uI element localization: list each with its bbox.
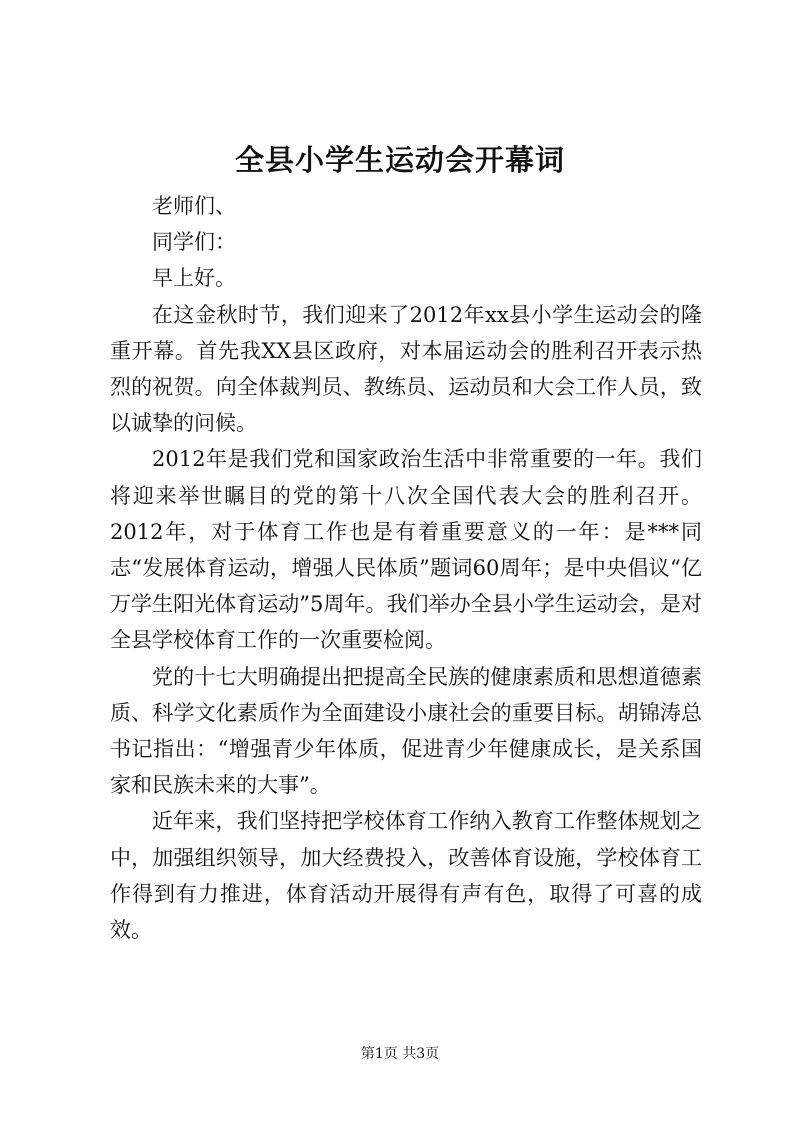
paragraph: 近年来，我们坚持把学校体育工作纳入教育工作整体规划之中，加强组织领导，加大经费投入，改善体育设施，学校体育工作得到有力推进，体育活动开展得有声有色，取得了可喜的成效。 [110, 809, 702, 943]
paragraph: 在这金秋时节，我们迎来了2012年xx县小学生运动会的隆重开幕。首先我XX县区政府，对本届运动会的胜利召开表示热烈的祝贺。向全体裁判员、教练员、运动员和大会工作人员，致以诚挚的问候。 [110, 302, 702, 436]
page-number-footer: 第1页 共3页 [360, 1046, 440, 1062]
salutation-students: 同学们： [152, 230, 236, 255]
paragraph: 党的十七大明确提出把提高全民族的健康素质和思想道德素质、科学文化素质作为全面建设小康社会的重要目标。胡锦涛总书记指出：“增强青少年体质，促进青少年健康成长，是关系国家和民族未来的大事”。 [110, 664, 702, 798]
salutation-teachers: 老师们、 [152, 194, 236, 218]
document-title: 全县小学生运动会开幕词 [234, 143, 565, 177]
document-body [110, 188, 702, 948]
greeting: 早上好。 [152, 266, 236, 291]
paragraph: 2012年是我们党和国家政治生活中非常重要的一年。我们将迎来举世瞩目的党的第十八次全国代表大会的胜利召开。2012年，对于体育工作也是有着重要意义的一年：是***同志“发展体育运动，增强人民体质”题词60周年；是中央倡议“亿万学生阳光体育运动”5周年。我们举办全县小学生运动会，是对全县学校体育工作的一次重要检阅。 [110, 447, 702, 653]
